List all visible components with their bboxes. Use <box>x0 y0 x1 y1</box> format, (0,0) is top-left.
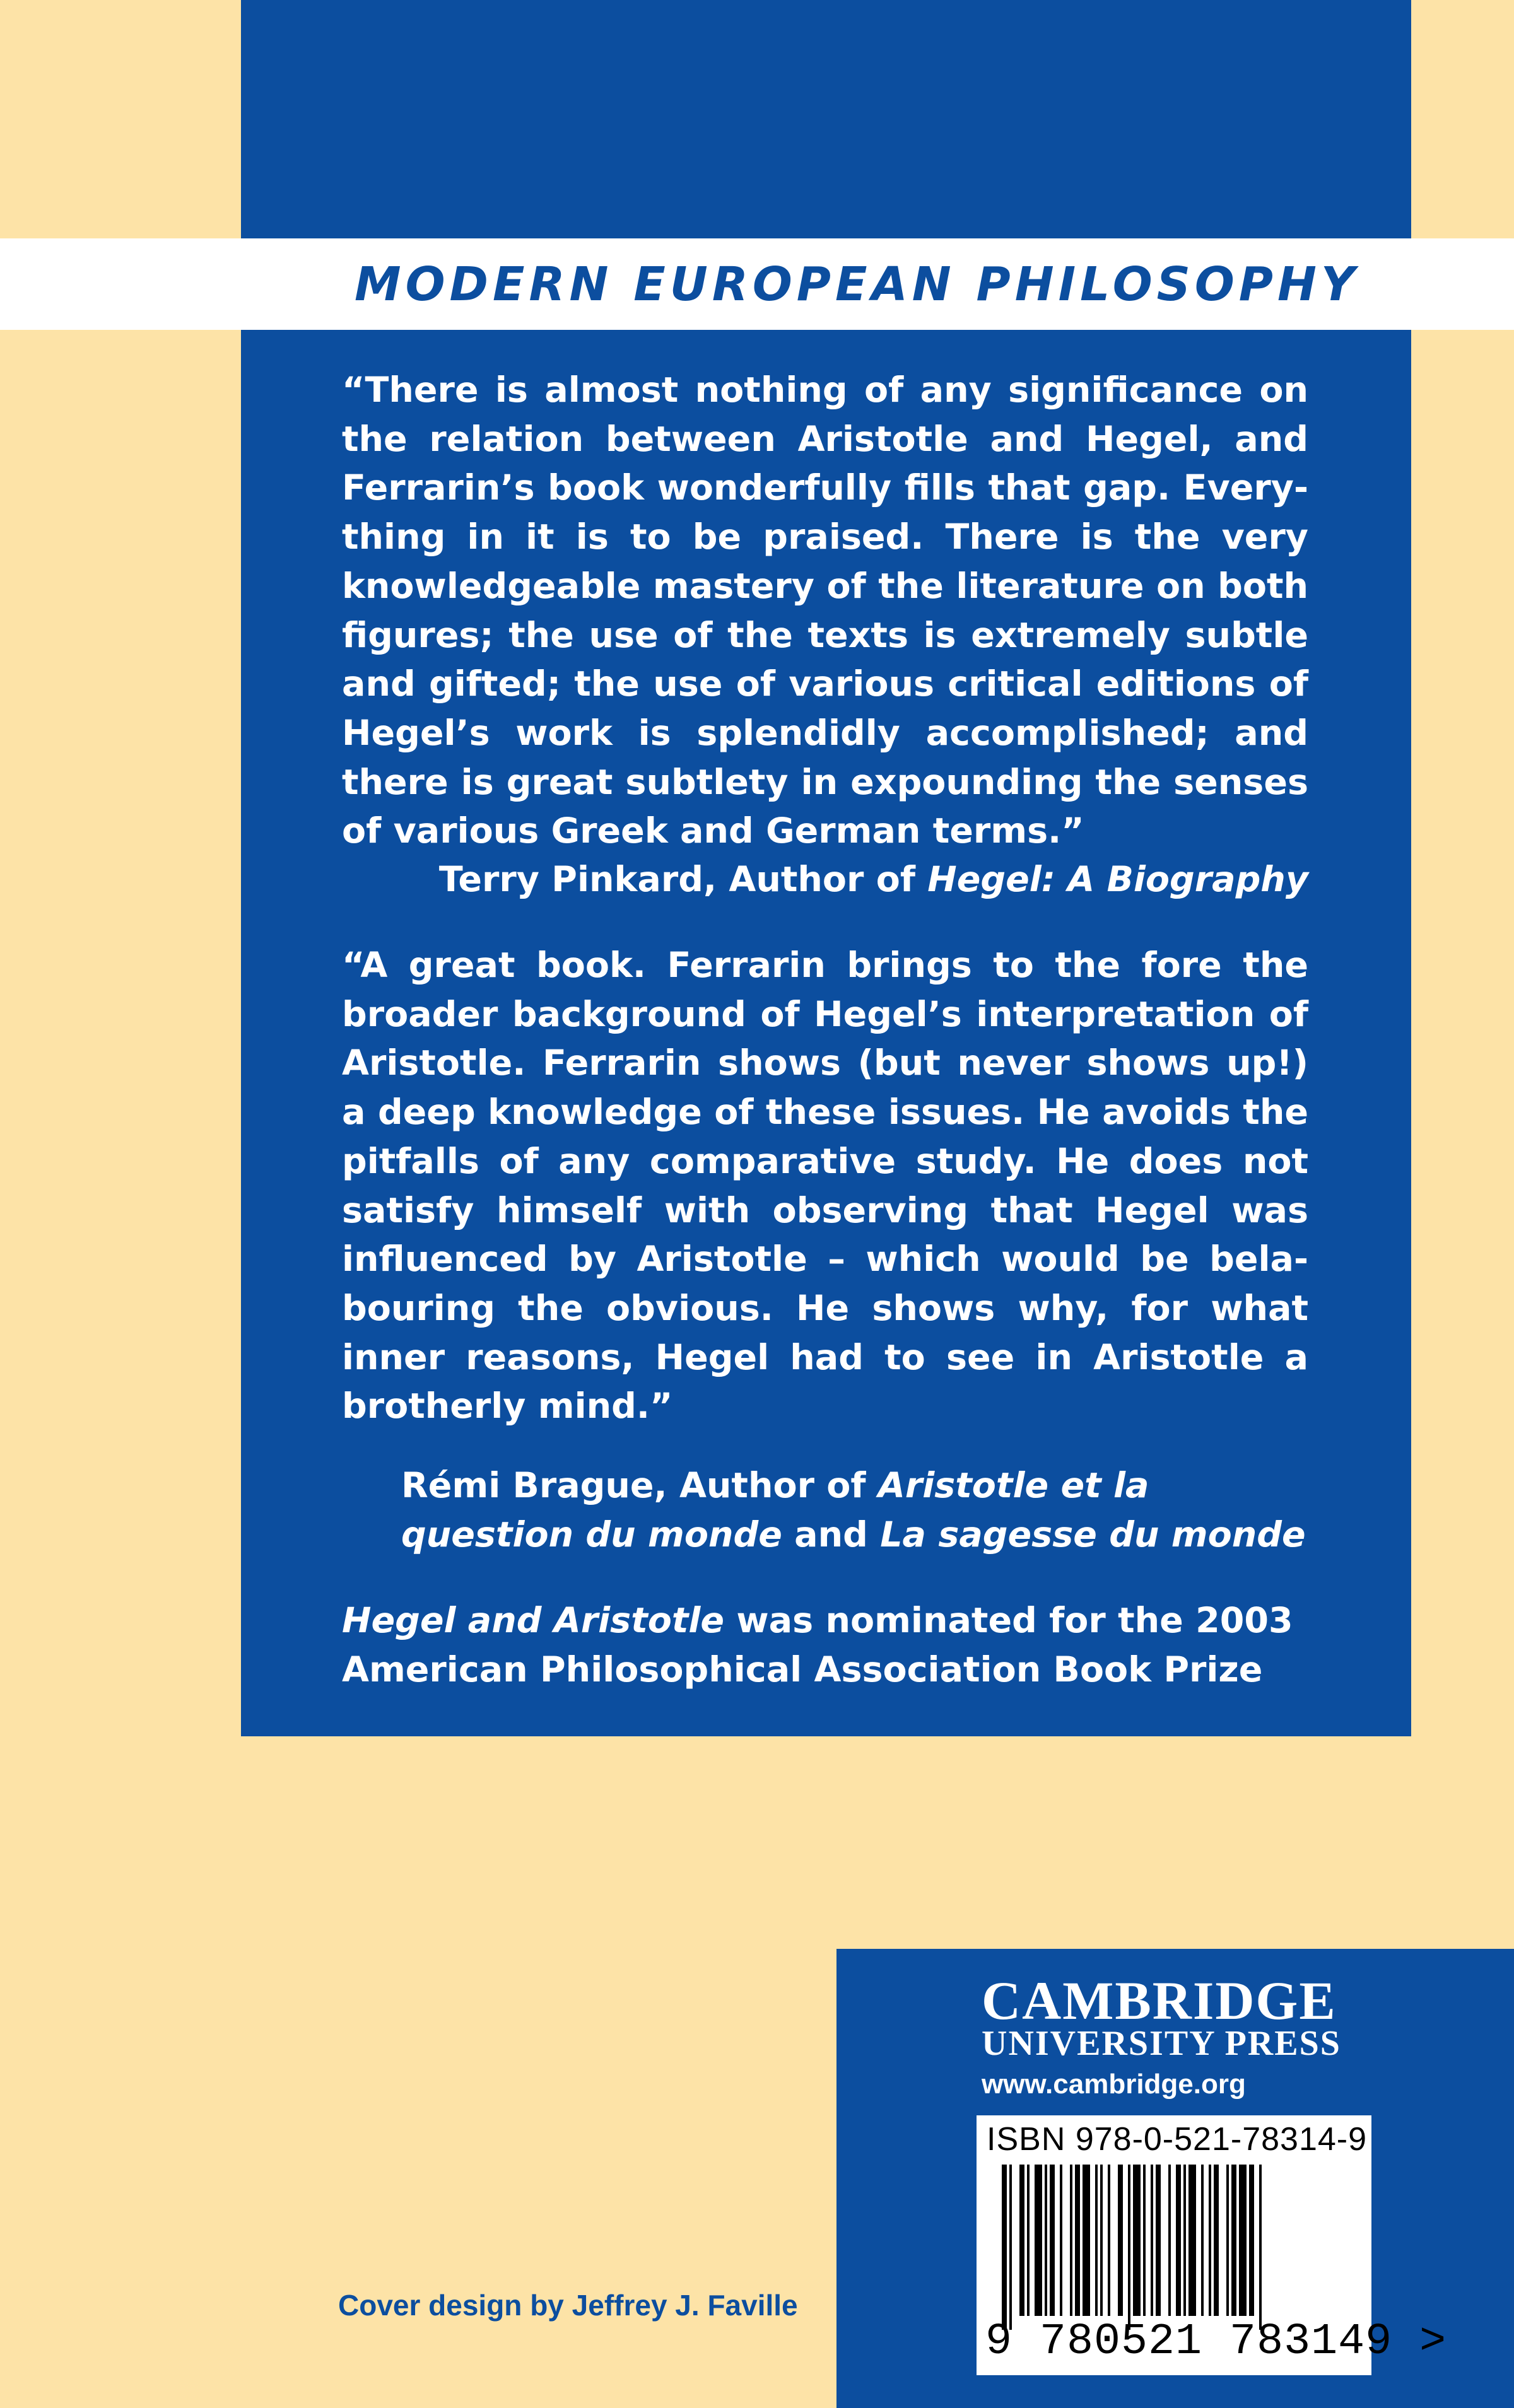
top-blue-panel <box>241 0 1411 238</box>
barcode-bar <box>1095 2165 1098 2316</box>
barcode-bar <box>1231 2165 1236 2316</box>
barcode-bar <box>1209 2165 1211 2316</box>
review-quote-brague: “A great book. Ferrarin brings to the fore the broader background of Hegel’s interpretation of Aristotle. Ferrarin shows (but never shows up!) a deep knowledge of these issues. He avoids the pitfalls of any comparative study. He does not satisfy himself with observing that Hegel was influenced by Aristotle – which would be bela-bouring the obvious. He shows why, for what inner reasons, Hegel had to see in Aristotle a brotherly mind.” <box>342 945 1308 1427</box>
barcode-bar <box>1214 2165 1219 2316</box>
barcode-box <box>977 2115 1447 2375</box>
attribution-work-2: La sagesse du monde <box>880 1514 1306 1555</box>
series-title: MODERN EUROPEAN PHILOSOPHY <box>355 257 1359 312</box>
barcode-bar <box>1239 2165 1247 2316</box>
barcode-bar <box>1226 2165 1229 2316</box>
barcode-bar <box>1128 2165 1130 2330</box>
barcode-bar <box>1035 2165 1042 2316</box>
isbn-label: ISBN 978-0-521-78314-9 <box>987 2121 1368 2158</box>
attribution-prefix: Rémi Brague, Author of <box>401 1465 878 1506</box>
barcode-bar <box>1050 2165 1055 2316</box>
barcode-bar <box>1183 2165 1186 2316</box>
barcode-bar <box>1201 2165 1204 2316</box>
barcode-bar <box>1027 2165 1030 2316</box>
barcode-bar <box>1019 2165 1024 2316</box>
review-attribution-brague <box>401 1461 1310 1559</box>
barcode-bar <box>1188 2165 1196 2316</box>
barcode-bar <box>1133 2165 1141 2316</box>
barcode-bar <box>1045 2165 1047 2316</box>
barcode-bar <box>1060 2165 1062 2316</box>
attribution-joiner: and <box>782 1514 881 1555</box>
barcode-bar <box>1108 2165 1110 2316</box>
barcode-bar <box>1118 2165 1123 2316</box>
review-attribution-pinkard <box>439 855 1308 904</box>
publisher-subtitle: UNIVERSITY PRESS <box>982 2024 1341 2063</box>
barcode-bar <box>1259 2165 1262 2330</box>
barcode-bar <box>1168 2165 1171 2316</box>
barcode-bar <box>1176 2165 1181 2316</box>
prize-text: was nominated for the 2003 American Philosophical Association Book Prize <box>342 1600 1293 1690</box>
cover-credit: Cover design by Jeffrey J. Faville <box>338 2289 798 2322</box>
barcode-bar <box>1143 2165 1146 2316</box>
barcode-bar <box>1156 2165 1161 2316</box>
barcode-bar <box>1100 2165 1103 2316</box>
barcode-bar <box>1009 2165 1012 2330</box>
series-band <box>0 238 1514 330</box>
barcode-bar <box>1075 2165 1080 2316</box>
prize-note <box>342 1596 1313 1694</box>
review-quote-pinkard: “There is almost nothing of any significance on the relation between Aristotle and Hegel, and Ferrarin’s book wonderfully fills that gap. Every-thing in it is to be praised. There is the very knowledgeable mastery of the literature on both figures; the use of the texts is extremely subtle and gifted; the use of various critical editions of Hegel’s work is splendidly accomplished; and there is great subtlety in expounding the senses of various Greek and German terms.” <box>342 370 1308 852</box>
attribution-prefix: Terry Pinkard, Author of <box>438 859 928 900</box>
publisher-url: www.cambridge.org <box>982 2069 1246 2100</box>
publisher-name: CAMBRIDGE <box>982 1970 1337 2031</box>
barcode-digits: 9 780521 783149 > <box>985 2317 1447 2367</box>
attribution-work: Hegel: A Biography <box>927 859 1308 900</box>
barcode-bar <box>1070 2165 1072 2316</box>
prize-book-title: Hegel and Aristotle <box>342 1600 725 1641</box>
barcode-bar <box>1151 2165 1153 2316</box>
barcode-bar <box>1002 2165 1007 2330</box>
barcode-bar <box>1083 2165 1090 2316</box>
attribution-work-1: Aristotle et la question du monde <box>401 1465 1149 1555</box>
barcode-bar <box>1249 2165 1254 2316</box>
